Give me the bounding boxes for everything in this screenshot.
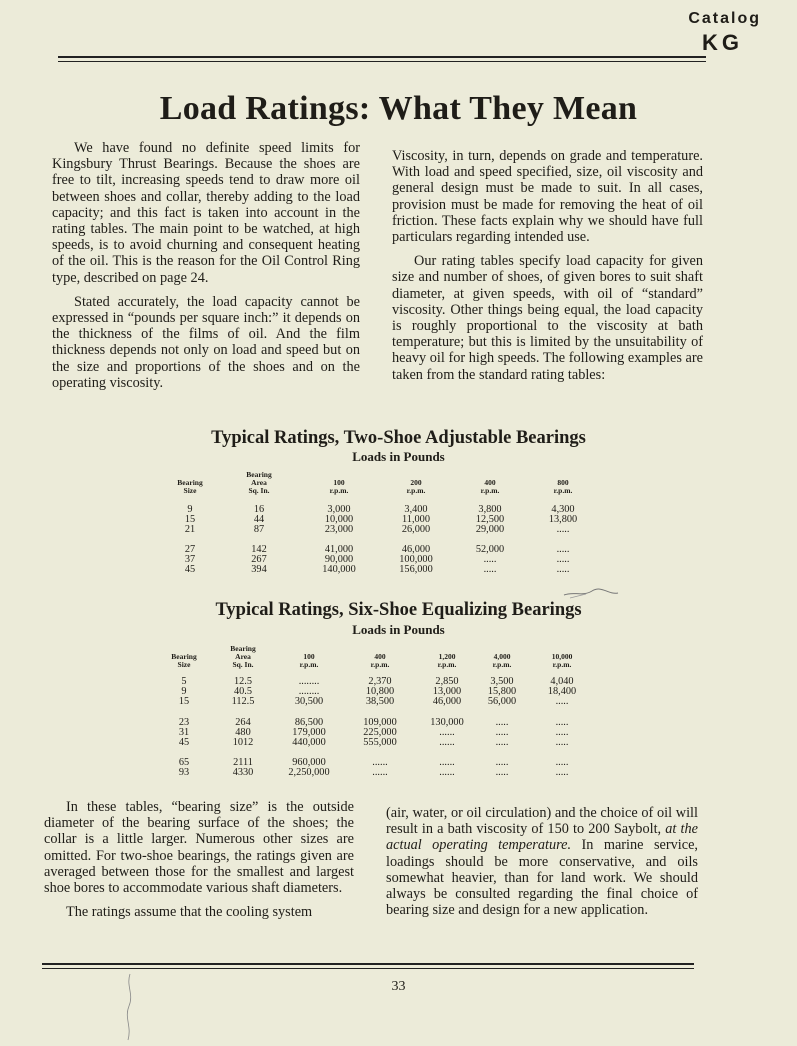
table2-cell: ...... [372, 757, 388, 768]
intro-left-paragraph-2: Stated accurately, the load capacity cannot be expressed in “pounds per square inch:” it depends on the thickness of the films of oil. And the film thickness depends not only on load and speed but on the size and proportions of the shoes and on the operating viscosity. [52, 293, 360, 391]
table2-cell: 440,000 [292, 737, 326, 749]
table2-cell: 555,000 [363, 737, 397, 749]
table1-cell: 100,000 [399, 554, 433, 566]
table2-cell: 2,250,000 [288, 767, 330, 779]
table1-header-col-2 [330, 479, 349, 495]
table2-cell: 9 [181, 686, 187, 698]
table1-header-line: r.p.m. [553, 486, 573, 495]
table2-header-line: Area [235, 652, 251, 661]
table2-header-line: 10,000 [551, 652, 573, 661]
table2-cell: 23 [178, 717, 190, 728]
table2-header-line: 400 [374, 652, 386, 661]
table2-cell: 480 [235, 727, 251, 739]
table1-cell: 23,000 [324, 524, 354, 536]
table1-cell: 156,000 [399, 564, 433, 576]
table2-cell: ..... [555, 696, 569, 708]
table2-cell: 38,500 [365, 696, 395, 708]
intro-right-paragraph-1: Viscosity, in turn, depends on grade and temperature. With load and speed specified, size, oil viscosity and general design must be made to suit. In all cases, provision must be made for removing the heat of oil friction. These facts explain why we should have full particulars regarding intended use. [392, 148, 703, 246]
bottom-rule [42, 963, 694, 965]
table2-header-line: 4,000 [493, 652, 511, 661]
table2-cell: 4330 [232, 767, 254, 779]
table2-cell: 40.5 [233, 686, 253, 698]
bottom-rule-thin [42, 968, 694, 969]
table2-cell: 65 [178, 757, 190, 768]
table1-cell: 87 [253, 524, 265, 536]
table2-cell: ........ [298, 686, 320, 698]
table2-header-line: r.p.m. [370, 660, 390, 669]
table1-cell: 9 [187, 504, 193, 515]
table2-cell: ...... [439, 767, 455, 779]
table2-cell: ..... [495, 737, 509, 749]
table1-cell: ..... [483, 564, 497, 576]
table2-header-line: r.p.m. [299, 660, 319, 669]
table1-cell: 140,000 [322, 564, 356, 576]
table1-cell: 267 [251, 554, 267, 566]
table1-header-line: r.p.m. [480, 486, 500, 495]
table2-header-line: Size [177, 660, 191, 669]
table2-cell: 109,000 [363, 717, 397, 728]
table2-header-col-0 [171, 653, 196, 669]
table2-cell: 179,000 [292, 727, 326, 739]
table2-cell: 5 [181, 676, 187, 687]
table2-cell: ..... [495, 767, 509, 779]
top-rule-thin [58, 61, 706, 62]
table1-cell: 90,000 [324, 554, 354, 566]
catalog-word: Catalog [688, 10, 761, 27]
table2-cell: ...... [439, 727, 455, 739]
table1-header-line: Bearing [246, 470, 272, 479]
table1-cell: 10,000 [324, 514, 354, 526]
table2-subtitle: Loads in Pounds [352, 622, 445, 637]
table1-header-line: 800 [557, 478, 569, 487]
table2-cell: ..... [495, 757, 509, 768]
page-title: Load Ratings: What They Mean [159, 90, 638, 127]
closing-right-paragraph [386, 805, 698, 918]
table2-cell: ...... [439, 737, 455, 749]
table2-cell: 56,000 [487, 696, 517, 708]
table2-cell: 2111 [233, 757, 253, 768]
margin-tear-mark [122, 972, 138, 1042]
table2-cell: ..... [495, 727, 509, 739]
table2-cell: 225,000 [363, 727, 397, 739]
table2-cell: 4,040 [550, 676, 574, 687]
intro-right-paragraph-2: Our rating tables specify load capacity for given size and number of shoes, of given bores to suit shaft diameter, at given speeds, with oil of “standard” viscosity. Other things being equal, the load capacity is roughly proportional to the viscosity at bath temperature; but this is limited by the unsuitability of heavy oil for high speeds. The following examples are taken from the standard rating tables: [392, 253, 703, 383]
table1-cell: 37 [184, 554, 196, 566]
intro-right-column [392, 148, 703, 391]
table2-title: Typical Ratings, Six-Shoe Equalizing Bearings [215, 600, 582, 620]
table1-cell: 3,800 [478, 504, 502, 515]
table2-cell: ........ [298, 676, 320, 687]
table1-cell: 12,500 [475, 514, 505, 526]
table2-cell: 93 [178, 767, 190, 779]
table2-cell: 130,000 [430, 717, 464, 728]
table1-header-col-0 [177, 479, 202, 495]
table2-cell: 1012 [232, 737, 254, 749]
table1-cell: 394 [251, 564, 267, 576]
table2-header-line: 100 [303, 652, 315, 661]
table1-header-col-5 [554, 479, 573, 495]
table2-cell: 2,850 [435, 676, 459, 687]
table2-header-line: r.p.m. [492, 660, 512, 669]
table2-header-col-2 [300, 653, 319, 669]
table1-cell: 52,000 [475, 544, 505, 555]
table1-cell: 15 [184, 514, 196, 526]
table2-cell: ..... [555, 727, 569, 739]
catalog-code: KG [702, 30, 743, 55]
table2-header-line: 1,200 [438, 652, 456, 661]
closing-left-paragraph-2: The ratings assume that the cooling system [66, 904, 313, 921]
page-number: 33 [391, 979, 406, 994]
table2-cell: 15 [178, 696, 190, 708]
table2-cell: ..... [495, 717, 509, 728]
table2-cell: 15,800 [487, 686, 517, 698]
table2-cell: 13,000 [432, 686, 462, 698]
table1-cell: 27 [184, 544, 196, 555]
closing-right-text-b: In marine service, loadings should be more conservative, and oils somewhat heavier, than for land work. We should always be consulted regarding the final choice of bearing size and design for a new application. [386, 837, 698, 919]
table1-cell: 46,000 [401, 544, 431, 555]
table1-header-line: Sq. In. [248, 486, 270, 495]
table2-cell: 30,500 [294, 696, 324, 708]
pencil-scribble [560, 585, 620, 601]
table1-cell: ..... [556, 524, 570, 536]
table1-cell: 142 [251, 544, 267, 555]
table1-header-line: r.p.m. [329, 486, 349, 495]
table1-cell: 3,000 [327, 504, 351, 515]
table1-header-line: 200 [410, 478, 422, 487]
closing-right-column [386, 805, 698, 926]
intro-left-column [52, 140, 360, 399]
table2-cell: 960,000 [292, 757, 326, 768]
table2-cell: ..... [555, 717, 569, 728]
table1-cell: 13,800 [548, 514, 578, 526]
table1-header-line: r.p.m. [406, 486, 426, 495]
table2-header-col-4 [438, 653, 457, 669]
closing-right-text-a: (air, water, or oil circulation) and the choice of oil will result in a bath viscosity of 150 to 200 Saybolt, [386, 805, 698, 838]
table1-header-col-1 [246, 471, 271, 495]
table2-cell: 86,500 [294, 717, 324, 728]
table2-cell: 45 [178, 737, 190, 749]
table2-cell: 12.5 [233, 676, 253, 687]
table2-cell: ...... [439, 757, 455, 768]
table2-header-col-6 [552, 653, 573, 669]
table2-header-line: Sq. In. [232, 660, 254, 669]
table1-cell: ..... [556, 564, 570, 576]
table2-header-col-1 [230, 645, 255, 669]
intro-left-paragraph-1: We have found no definite speed limits for Kingsbury Thrust Bearings. Because the shoes are free to tilt, increasing speeds tend to draw more oil between shoes and collar, thereby adding to the load capacity; and this fact is taken into account in the rating tables. The main point to be watched, at high speeds, is to avoid churning and consequent heating of the oil. This is the reason for the Oil Control Ring type, described on page 24. [52, 140, 360, 286]
table2-cell: ..... [555, 737, 569, 749]
table1-subtitle: Loads in Pounds [352, 449, 445, 464]
table1-cell: 44 [253, 514, 265, 526]
table1-header-line: 100 [333, 478, 345, 487]
table2-header-line: Bearing [171, 652, 197, 661]
table2-header-col-3 [371, 653, 390, 669]
table1-header-line: Size [183, 486, 197, 495]
table1-header-col-3 [407, 479, 426, 495]
catalog-mark [688, 10, 761, 56]
table2-cell: 46,000 [432, 696, 462, 708]
table1-cell: 26,000 [401, 524, 431, 536]
table1-cell: 4,300 [551, 504, 575, 515]
table1-cell: 41,000 [324, 544, 354, 555]
table2-cell: ...... [372, 767, 388, 779]
table1-cell: 3,400 [404, 504, 428, 515]
table1-cell: 16 [253, 504, 265, 515]
table1-cell: ..... [483, 554, 497, 566]
table2-cell: 3,500 [490, 676, 514, 687]
table1-header-col-4 [481, 479, 500, 495]
table2-cell: 10,800 [365, 686, 395, 698]
table2-cell: ..... [555, 757, 569, 768]
table2-cell: 264 [235, 717, 251, 728]
closing-right-italic: at the actual operating temperature. [386, 821, 698, 854]
table1-cell: ..... [556, 554, 570, 566]
table2-header-col-5 [493, 653, 512, 669]
table2-cell: 18,400 [547, 686, 577, 698]
table1-cell: 29,000 [475, 524, 505, 536]
table1-cell: 11,000 [402, 514, 430, 526]
table2-cell: 31 [178, 727, 190, 739]
table1-header-line: Bearing [177, 478, 203, 487]
table1-cell: 21 [184, 524, 196, 536]
table2-cell: ..... [555, 767, 569, 779]
table2-header-line: r.p.m. [437, 660, 457, 669]
table1-cell: ..... [556, 544, 570, 555]
closing-left-paragraph-1: In these tables, “bearing size” is the outside diameter of the bearing surface of the shoes; the collar is a little larger. Numerous other sizes are omitted. For two-shoe bearings, the ratings given are averaged between those for the smallest and largest shoe bores to accommodate various shaft diameters. [44, 799, 354, 897]
table2-header-line: r.p.m. [552, 660, 572, 669]
table2-cell: 112.5 [231, 696, 255, 708]
top-rule [58, 56, 706, 58]
table1-header-line: 400 [484, 478, 496, 487]
table2-cell: 2,370 [368, 676, 392, 687]
table2-header-line: Bearing [230, 644, 256, 653]
table1-cell: 45 [184, 564, 196, 576]
table1-header-line: Area [251, 478, 267, 487]
table1-title: Typical Ratings, Two-Shoe Adjustable Bearings [211, 428, 586, 448]
closing-left-column [44, 799, 354, 928]
